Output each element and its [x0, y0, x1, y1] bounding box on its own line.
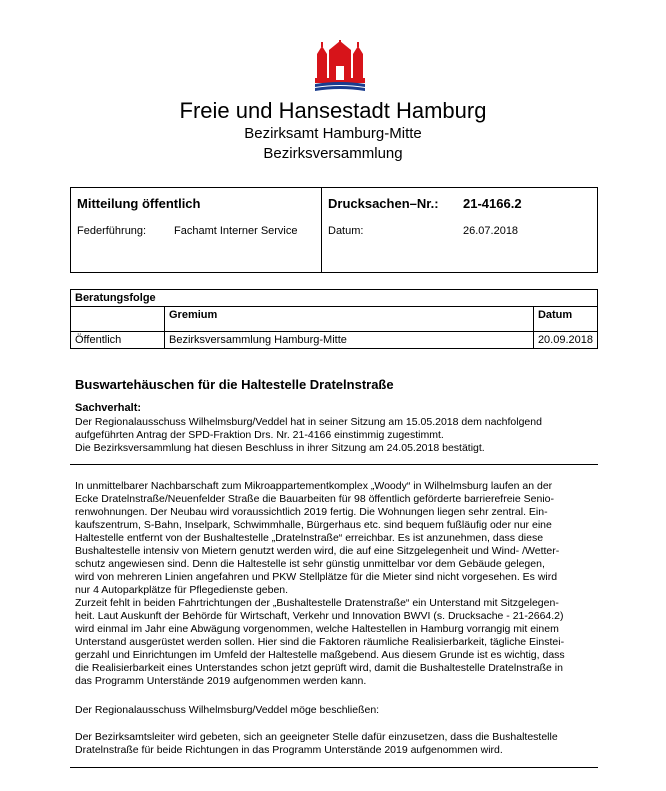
beratung-table	[70, 289, 598, 349]
text-line: Dratelnstraße für beide Richtungen in das Programm Unterstände 2019 aufgenommen wird.	[75, 744, 503, 756]
text-line: Die Bezirksversammlung hat diesen Beschluss in ihrer Sitzung am 24.05.2018 bestätigt.	[75, 442, 485, 454]
divider	[70, 464, 598, 465]
table-row	[71, 290, 598, 307]
document-info-box	[70, 187, 598, 273]
text-line: Der Bezirksamtsleiter wird gebeten, sich an geeigneter Stelle dafür einzusetzen, dass die Bushaltestelle	[75, 731, 558, 743]
druck-value: 21-4166.2	[463, 196, 522, 211]
lead-value: Fachamt Interner Service	[174, 225, 298, 237]
date-label: Datum:	[328, 225, 364, 237]
date-value: 26.07.2018	[463, 225, 519, 237]
text-line: Zurzeit fehlt in beiden Fahrtrichtungen der „Bushaltestelle Dratenstraße“ ein Unterstand mit Sitzgelegen-	[75, 597, 559, 609]
lead-label: Federführung:	[77, 225, 147, 237]
text-line: In unmittelbarer Nachbarschaft zum Mikroappartementkomplex „Woody“ in Wilhelmsburg laufen an der	[75, 480, 553, 492]
text-line: kaufszentrum, S-Bahn, Inselpark, Schwimmhalle, Bürgerhaus etc. sind bequem fußläufig oder nur eine	[75, 519, 552, 531]
text-line: Der Regionalausschuss Wilhelmsburg/Veddel hat in seiner Sitzung am 15.05.2018 dem nachfolgend	[75, 416, 542, 428]
text-line: aufgeführten Antrag der SPD-Fraktion Drs. Nr. 21-4166 einstimmig zugestimmt.	[75, 429, 444, 441]
text-line: Haltestelle entfernt von der Bushaltestelle „Dratelnstraße“ erreichbar. Es ist anzunehmen, dass diese	[75, 532, 544, 544]
text-line: Unterstand ausgerüstet werden sollen. Hier sind die Faktoren räumliche Realisierbarkeit, tägliche Einstei-	[75, 636, 565, 648]
col-gremium: Gremium	[165, 307, 534, 332]
row-gremium: Bezirksversammlung Hamburg-Mitte	[165, 332, 534, 349]
table-row	[71, 332, 598, 349]
sachverhalt-text	[75, 416, 590, 455]
text-line: nur 4 Autoparkplätze für Pflegedienste geben.	[75, 584, 289, 596]
col-datum: Datum	[533, 307, 597, 332]
sachverhalt-label: Sachverhalt:	[75, 402, 142, 414]
body-text	[75, 480, 590, 688]
text-line: die Realisierbarkeit eines Unterstandes schon jetzt geprüft wird, damit die Bushaltestelle Dratelnstraße in	[75, 662, 563, 674]
text-line: schutz angewiesen sind. Denn die Haltestelle ist sehr günstig unmittelbar vor dem Gebäude gelegen,	[75, 558, 545, 570]
beratung-title: Beratungsfolge	[71, 290, 598, 307]
text-line: Ecke Dratelnstraße/Neuenfelder Straße die Bauarbeiten für 98 öffentlich geförderte barrierefreie Senio-	[75, 493, 554, 505]
text-line: gerzahl und Einrichtungen im Umfeld der Haltestelle maßgebend. Aus diesem Grunde ist es wichtig, dass	[75, 649, 565, 661]
office-title: Bezirksamt Hamburg-Mitte	[244, 125, 422, 142]
text-line: renwohnungen. Der Neubau wird voraussichtlich 2019 fertig. Die Wohnungen liegen sehr zentral. Ein-	[75, 506, 548, 518]
empty-cell	[71, 307, 165, 332]
text-line: Bushaltestelle intensiv von Mietern genutzt werden wird, die auf eine Sitzgelegenheit und Wind- /Wetter-	[75, 545, 560, 557]
row-status: Öffentlich	[71, 332, 165, 349]
druck-label: Drucksachen–Nr.:	[328, 196, 439, 211]
hamburg-castle-logo-icon	[313, 40, 367, 92]
resolve-line: Der Regionalausschuss Wilhelmsburg/Veddel möge beschließen:	[75, 704, 380, 716]
row-datum: 20.09.2018	[533, 332, 597, 349]
table-row	[71, 307, 598, 332]
text-line: das Programm Unterstände 2019 aufgenommen werden kann.	[75, 675, 367, 687]
divider	[70, 767, 598, 768]
topic-title: Buswartehäuschen für die Haltestelle Dratelnstraße	[75, 377, 394, 392]
text-line: wird von mehreren Linien angefahren und PKW Stellplätze für die Mieter sind nicht vorgesehen. Es wird	[75, 571, 558, 583]
doc-type: Mitteilung öffentlich	[77, 196, 201, 211]
city-title: Freie und Hansestadt Hamburg	[179, 98, 487, 123]
text-line: wird einmal im Jahr eine Abwägung vorgenommen, welche Haltestellen in Hamburg vorrangig mit einem	[75, 623, 559, 635]
assembly-title: Bezirksversammlung	[263, 145, 403, 162]
request-text	[75, 731, 590, 757]
text-line: heit. Laut Auskunft der Behörde für Wirtschaft, Verkehr und Innovation BWVI (s. Drucksache - 21-2664.2)	[75, 610, 564, 622]
